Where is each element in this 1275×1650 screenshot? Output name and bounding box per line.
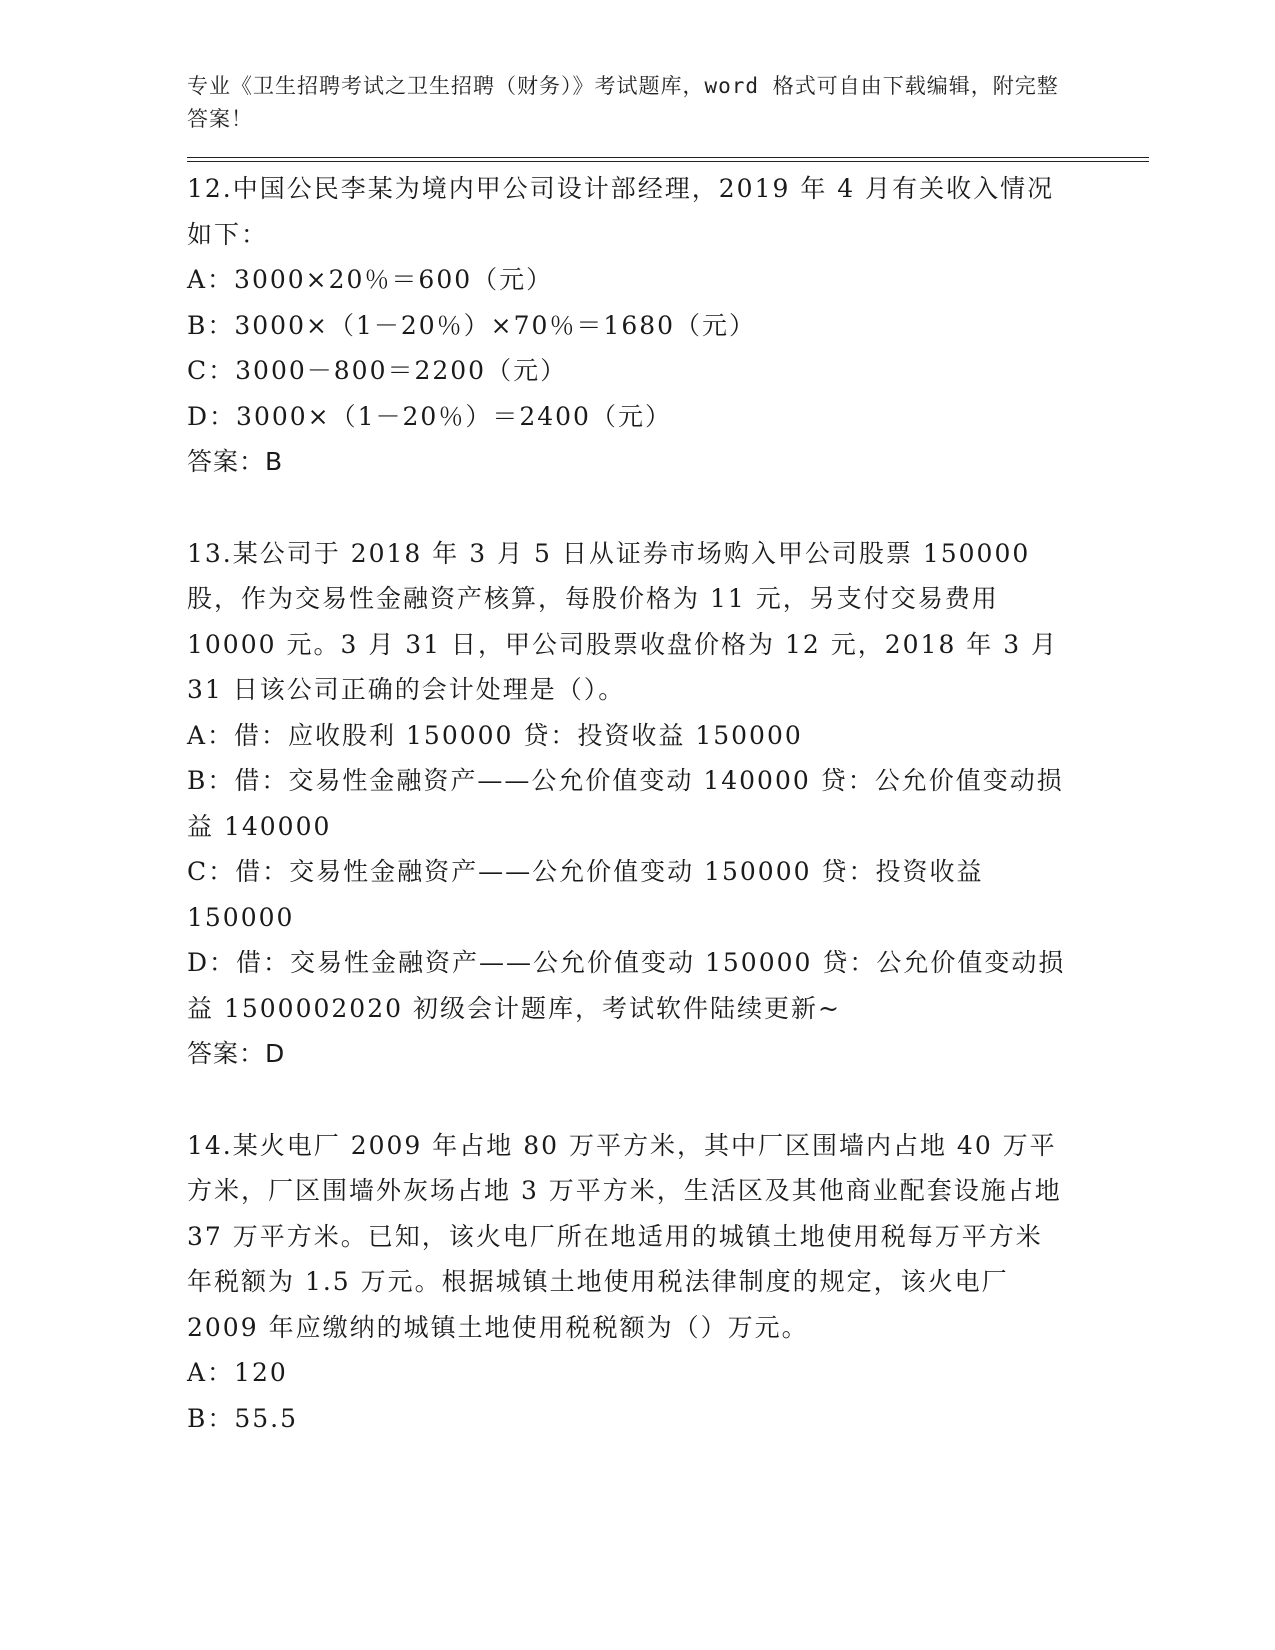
question-14 bbox=[187, 1123, 1147, 1442]
option-c: C：3000－800＝2200（元） bbox=[187, 356, 568, 385]
document-page bbox=[187, 70, 1147, 1487]
question-stem: 12.中国公民李某为境内甲公司设计部经理，2019 年 4 月有关收入情况如下： bbox=[187, 174, 1055, 249]
option-d: D：3000×（1－20％）＝2400（元） bbox=[187, 401, 672, 431]
question-stem: 14.某火电厂 2009 年占地 80 万平方米，其中厂区围墙内占地 40 万平方米，厂区围墙外灰场占地 3 万平方米，生活区及其他商业配套设施占地 37 万平方米。已知，该火电厂所在地适用的城镇土地使用税每万平方米年税额为 1.5 万元。根据城镇土地使用税法律制度的规定，该火电厂 2009 年应缴纳的城镇土地使用税税额为（）万元。 bbox=[187, 1130, 1072, 1342]
answer-line: 答案：D bbox=[187, 1039, 286, 1068]
option-b: B：55.5 bbox=[187, 1403, 299, 1433]
option-d: D：借：交易性金融资产——公允价值变动 150000 贷：公允价值变动损益 1500002020 初级会计题库，考试软件陆续更新~ bbox=[187, 948, 1066, 1023]
option-b: B：3000×（1－20％）×70％＝1680（元） bbox=[187, 310, 757, 340]
header-divider bbox=[187, 157, 1149, 162]
option-b: B：借：交易性金融资产——公允价值变动 140000 贷：公允价值变动损益 140000 bbox=[187, 766, 1064, 841]
answer-line: 答案：B bbox=[187, 447, 284, 476]
question-12 bbox=[187, 166, 1147, 485]
option-c: C：借：交易性金融资产——公允价值变动 150000 贷：投资收益 150000 bbox=[187, 857, 994, 932]
option-a: A：借：应收股利 150000 贷：投资收益 150000 bbox=[187, 720, 803, 750]
question-stem: 13.某公司于 2018 年 3 月 5 日从证券市场购入甲公司股票 150000 股，作为交易性金融资产核算，每股价格为 11 元，另支付交易费用 10000 元。3 月 31 日，甲公司股票收盘价格为 12 元，2018 年 3 月 31 日该公司正确的会计处理是（）。 bbox=[187, 538, 1069, 704]
question-list bbox=[187, 166, 1147, 1441]
option-a: A：3000×20％＝600（元） bbox=[187, 265, 554, 294]
option-a: A：120 bbox=[187, 1358, 288, 1387]
document-header: 专业《卫生招聘考试之卫生招聘（财务）》考试题库，word 格式可自由下载编辑，附完整答案！ bbox=[187, 74, 1059, 131]
question-13 bbox=[187, 531, 1147, 1077]
